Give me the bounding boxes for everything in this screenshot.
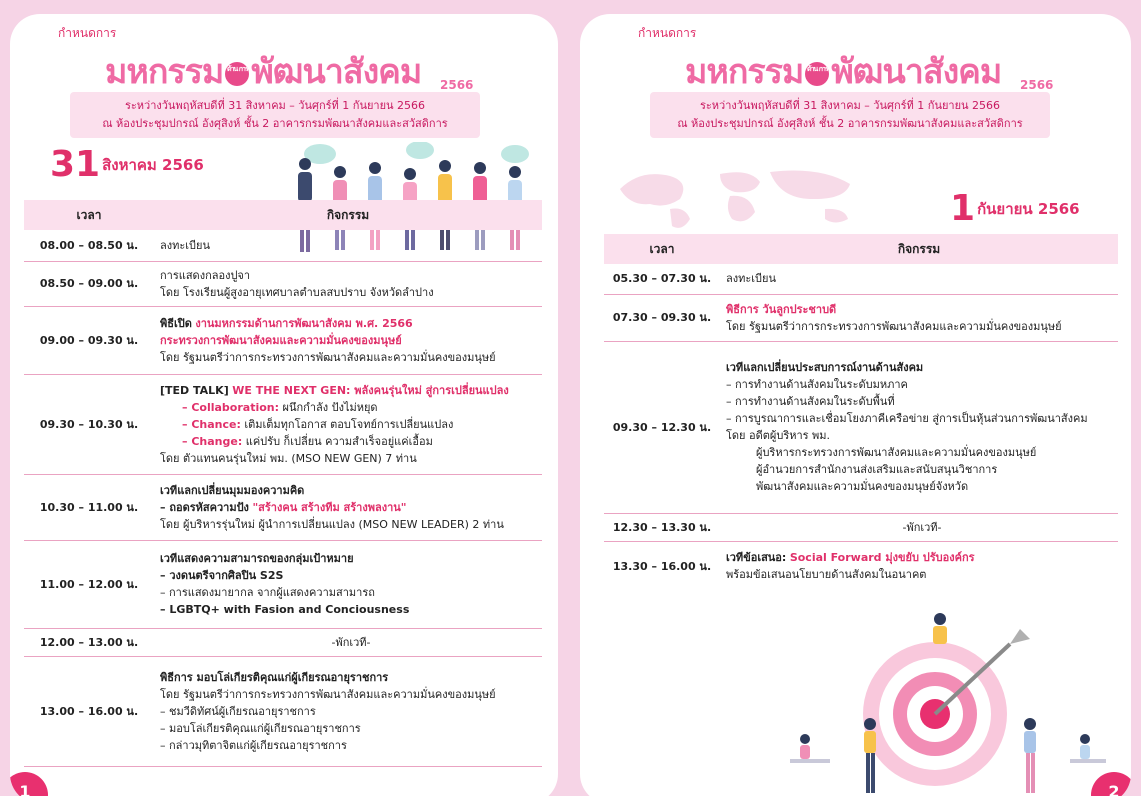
target-illustration	[690, 599, 1110, 796]
page-number: 2	[1091, 772, 1131, 796]
row-activity	[720, 294, 1118, 341]
activity-line	[726, 549, 1118, 566]
page-2	[580, 14, 1131, 796]
col-activity: กิจกรรม	[154, 200, 542, 230]
activity-line	[160, 382, 542, 399]
activity-line: – การทำงานด้านสังคมในระดับพื้นที่	[726, 395, 895, 408]
title-year: 2566	[440, 78, 474, 92]
table-row	[24, 540, 542, 628]
info-venue: ณ ห้องประชุมปกรณ์ อังศุสิงห์ ชั้น 2 อาคารกรมพัฒนาสังคมและสวัสดิการ	[677, 117, 1023, 130]
activity-line: พร้อมข้อเสนอนโยบายด้านสังคมในอนาคต	[726, 568, 927, 582]
activity-line: – การทำงานด้านสังคมในระดับมหภาค	[726, 378, 908, 391]
activity-line: ผู้อำนวยการสำนักงานส่งเสริมและสนับสนุนวิชาการ	[756, 463, 998, 476]
title-right: พัฒนาสังคม	[831, 52, 1002, 92]
table-row	[24, 306, 542, 374]
row-activity	[720, 541, 1118, 591]
row-activity	[154, 374, 542, 474]
bullet-term: – ถอดรหัสความปัง	[160, 500, 249, 514]
bullet-term: – Chance:	[182, 417, 241, 431]
row-activity	[154, 656, 542, 766]
row-activity	[720, 513, 1118, 541]
activity-line: – ชมวีดิทัศน์ผู้เกียรณอายุราชการ	[160, 704, 316, 718]
activity-line: -พักเวที-	[902, 520, 942, 534]
table-row	[24, 628, 542, 656]
activity-line	[160, 399, 542, 416]
row-time: 13.00 – 16.00 น.	[24, 656, 154, 766]
day-heading	[50, 144, 204, 185]
activity-line	[160, 499, 542, 516]
day-number: 31	[50, 144, 101, 185]
event-info-box	[70, 92, 480, 138]
page-1	[10, 14, 558, 796]
table-row	[604, 264, 1118, 294]
activity-line	[160, 433, 542, 450]
world-map-illustration	[610, 164, 870, 234]
title-badge: ด้าน การ	[225, 62, 249, 86]
activity-line: โดย โรงเรียนผู้สูงอายุเทศบาลตำบลสบปราบ จังหวัดลำปาง	[160, 285, 434, 299]
row-time: 08.50 – 09.00 น.	[24, 261, 154, 306]
event-title	[685, 44, 1001, 98]
table-row	[604, 294, 1118, 341]
row-time: 07.30 – 09.30 น.	[604, 294, 720, 341]
activity-line: เวทีแลกเปลี่ยนประสบการณ์งานด้านสังคม	[726, 361, 924, 374]
activity-line	[160, 416, 542, 433]
title-badge: ด้าน การ	[805, 62, 829, 86]
row-activity	[154, 540, 542, 628]
row-activity	[720, 341, 1118, 513]
row-activity	[154, 474, 542, 540]
activity-line: เวทีแสดงความสามารถของกลุ่มเป้าหมาย	[160, 552, 354, 565]
schedule-table	[604, 234, 1118, 591]
activity-line: พิธีการ วันลูกประชาบดี	[726, 302, 837, 316]
title-year: 2566	[1020, 78, 1054, 92]
bullet-text: ผนึกกำลัง ปังไม่หยุด	[282, 400, 378, 414]
info-venue: ณ ห้องประชุมปกรณ์ อังศุสิงห์ ชั้น 2 อาคารกรมพัฒนาสังคมและสวัสดิการ	[102, 117, 448, 130]
activity-line: เวทีแลกเปลี่ยนมุมมองความคิด	[160, 483, 305, 497]
activity-line: – การแสดงมายากล จากผู้แสดงความสามารถ	[160, 586, 375, 599]
schedule-table	[24, 200, 542, 767]
activity-highlight: Social Forward มุ่งขยับ ปรับองค์กร	[789, 551, 975, 565]
row-activity	[154, 628, 542, 656]
page-number: 1	[10, 772, 48, 796]
activity-highlight: WE THE NEXT GEN: พลังคนรุ่นใหม่ สู่การเปลี่ยนแปลง	[232, 383, 509, 397]
activity-line: ผู้บริหารกระทรวงการพัฒนาสังคมและความมั่นคงของมนุษย์	[756, 446, 1037, 459]
col-time: เวลา	[604, 234, 720, 264]
table-row	[604, 341, 1118, 513]
table-row	[24, 474, 542, 540]
bullet-term: – Change:	[182, 434, 243, 448]
row-time: 09.30 – 10.30 น.	[24, 374, 154, 474]
activity-line: พัฒนาสังคมและความมั่นคงของมนุษย์จังหวัด	[756, 480, 969, 493]
title-left: มหกรรม	[105, 52, 224, 92]
activity-line: โดย รัฐมนตรีว่าการกระทรวงการพัฒนาสังคมและความมั่นคงของมนุษย์	[160, 687, 496, 701]
activity-line: โดย รัฐมนตรีว่าการกระทรวงการพัฒนาสังคมและความมั่นคงของมนุษย์	[160, 350, 496, 364]
row-time: 09.00 – 09.30 น.	[24, 306, 154, 374]
activity-line: พิธีการ มอบโล่เกียรติคุณแก่ผู้เกียรณอายุราชการ	[160, 670, 389, 684]
activity-line: – กล่าวมุทิตาจิตแก่ผู้เกียรณอายุราชการ	[160, 738, 347, 752]
table-row	[24, 230, 542, 261]
row-time: 11.00 – 12.00 น.	[24, 540, 154, 628]
row-activity	[154, 230, 542, 261]
row-time: 08.00 – 08.50 น.	[24, 230, 154, 261]
agenda-label: กำหนดการ	[58, 26, 117, 40]
table-header	[24, 200, 542, 230]
activity-line: การแสดงกลองปูจา	[160, 268, 251, 282]
table-row	[604, 513, 1118, 541]
activity-line: ลงทะเบียน	[726, 272, 776, 286]
activity-highlight: "สร้างคน สร้างทีม สร้างพลงาน"	[252, 500, 407, 514]
activity-line: กระทรวงการพัฒนาสังคมและความมั่นคงของมนุษย์	[160, 333, 402, 347]
event-info-box	[650, 92, 1050, 138]
day-month-year: กันยายน 2566	[977, 199, 1080, 218]
activity-line: โดย อดีตผู้บริหาร พม.	[726, 429, 831, 442]
table-header	[604, 234, 1118, 264]
activity-prefix: เวทีข้อเสนอ:	[726, 551, 787, 565]
day-heading	[950, 188, 1080, 229]
agenda-label: กำหนดการ	[638, 26, 697, 40]
activity-line	[160, 315, 542, 332]
col-time: เวลา	[24, 200, 154, 230]
table-row	[604, 541, 1118, 591]
info-dates: ระหว่างวันพฤหัสบดีที่ 31 สิงหาคม – วันศุกร์ที่ 1 กันยายน 2566	[699, 99, 1001, 112]
title-right: พัฒนาสังคม	[251, 52, 422, 92]
activity-line: -พักเวที-	[331, 635, 371, 649]
table-row	[24, 261, 542, 306]
row-activity	[154, 261, 542, 306]
col-activity: กิจกรรม	[720, 234, 1118, 264]
row-time: 13.30 – 16.00 น.	[612, 559, 712, 573]
row-time: 12.00 – 13.00 น.	[24, 628, 154, 656]
activity-line: ลงทะเบียน	[160, 238, 210, 252]
activity-line: – การบูรณาการและเชื่อมโยงภาคีเครือข่าย สู่การเป็นหุ้นส่วนการพัฒนาสังคม	[726, 412, 1088, 425]
bullet-text: เติมเต็มทุกโอกาส ตอบโจทย์การเปลี่ยนแปลง	[244, 417, 454, 431]
activity-line: – วงดนตรีจากศิลปิน S2S	[160, 569, 284, 582]
bullet-text: แค่ปรับ ก็เปลี่ยน ความสำเร็จอยู่แค่เอื้อม	[245, 434, 433, 448]
event-title	[105, 44, 421, 98]
row-time: 10.30 – 11.00 น.	[24, 474, 154, 540]
bullet-term: – Collaboration:	[182, 400, 280, 414]
table-row	[24, 374, 542, 474]
row-activity	[720, 264, 1118, 294]
day-number: 1	[950, 188, 976, 229]
activity-line: – มอบโล่เกียรติคุณแก่ผู้เกียรณอายุราชการ	[160, 721, 361, 735]
title-left: มหกรรม	[685, 52, 804, 92]
activity-prefix: พิธีเปิด	[160, 316, 192, 330]
activity-line: – LGBTQ+ with Fasion and Conciousness	[160, 603, 410, 616]
activity-line: โดย ตัวแทนคนรุ่นใหม่ พม. (MSO NEW GEN) 7 ท่าน	[160, 451, 417, 465]
table-row	[24, 656, 542, 766]
row-time: 05.30 – 07.30 น.	[604, 264, 720, 294]
row-time: 09.30 – 12.30 น.	[604, 341, 720, 513]
activity-highlight: งานมหกรรมด้านการพัฒนาสังคม พ.ศ. 2566	[195, 316, 413, 330]
activity-line: โดย รัฐมนตรีว่าการกระทรวงการพัฒนาสังคมและความมั่นคงของมนุษย์	[726, 319, 1062, 333]
info-dates: ระหว่างวันพฤหัสบดีที่ 31 สิงหาคม – วันศุกร์ที่ 1 กันยายน 2566	[124, 99, 426, 112]
activity-line: โดย ผู้บริหารรุ่นใหม่ ผู้นำการเปลี่ยนแปลง (MSO NEW LEADER) 2 ท่าน	[160, 517, 504, 531]
activity-prefix: [TED TALK]	[160, 383, 229, 397]
row-activity	[154, 306, 542, 374]
row-time: 12.30 – 13.30 น.	[604, 513, 720, 541]
day-month-year: สิงหาคม 2566	[102, 155, 204, 174]
